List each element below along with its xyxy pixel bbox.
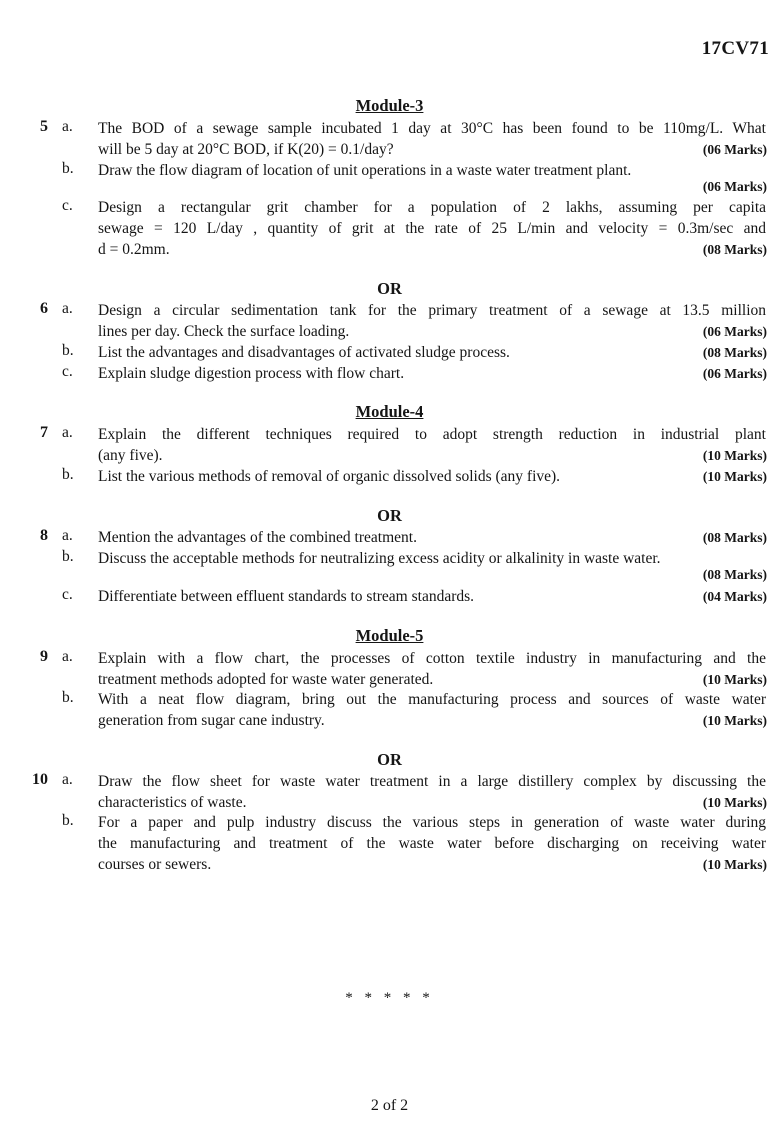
question-8a: Mention the advantages of the combined treatment. (08 Marks) [98, 529, 767, 546]
sub-label: a. [62, 300, 73, 317]
marks: (10 Marks) [702, 448, 767, 463]
marks: (08 Marks) [702, 345, 767, 360]
question-8b: Discuss the acceptable methods for neutralizing excess acidity or alkalinity in waste water. [98, 550, 661, 567]
question-number: 7 [40, 424, 48, 441]
question-number: 8 [40, 527, 48, 544]
module-3-heading: Module-3 [355, 96, 424, 115]
sub-label: b. [62, 160, 74, 177]
question-5c: Design a rectangular grit chamber for a population of 2 lakhs, assuming per capita sewage = 120 L/day , quantity of grit at the rate of 25 L/min and velocity = 0.3m/sec and d = 0.2mm. (08 Marks) [98, 199, 767, 258]
question-5a: The BOD of a sewage sample incubated 1 day at 30°C has been found to be 110mg/L. What will be 5 day at 20°C BOD, if K(20) = 0.1/day? (06 Marks) [98, 120, 767, 158]
page-number: 2 of 2 [370, 1097, 409, 1114]
sub-label: b. [62, 812, 74, 829]
or-divider: OR [377, 506, 402, 525]
question-10a: Draw the flow sheet for waste water treatment in a large distillery complex by discussing the characteristics of waste. (10 Marks) [98, 773, 767, 811]
sub-label: a. [62, 771, 73, 788]
sub-label: b. [62, 548, 74, 565]
question-10b: For a paper and pulp industry discuss the various steps in generation of waste water during the manufacturing and treatment of the waste water before discharging on receiving water courses or sewers. (10 Marks) [98, 814, 767, 873]
marks: (08 Marks) [702, 242, 767, 257]
marks: (08 Marks) [702, 530, 767, 545]
sub-label: a. [62, 424, 73, 441]
marks: (06 Marks) [702, 366, 767, 381]
sub-label: c. [62, 363, 73, 380]
question-5b: Draw the flow diagram of location of unit operations in a waste water treatment plant. [98, 162, 632, 179]
marks: (06 Marks) [702, 324, 767, 339]
or-divider: OR [377, 279, 402, 298]
marks: (10 Marks) [702, 795, 767, 810]
question-number: 6 [40, 300, 48, 317]
marks: (10 Marks) [702, 857, 767, 872]
module-5-heading: Module-5 [355, 626, 424, 645]
marks: (10 Marks) [702, 672, 767, 687]
paper-code: 17CV71 [701, 38, 769, 59]
sub-label: b. [62, 342, 74, 359]
sub-label: a. [62, 648, 73, 665]
marks: (06 Marks) [702, 179, 767, 194]
question-7a: Explain the different techniques required to adopt strength reduction in industrial plant (any five). (10 Marks) [98, 426, 767, 464]
question-6a: Design a circular sedimentation tank for the primary treatment of a sewage at 13.5 million lines per day. Check the surface loading. (06 Marks) [98, 302, 767, 340]
sub-label: b. [62, 689, 74, 706]
question-7b: List the various methods of removal of organic dissolved solids (any five). (10 Marks) [98, 468, 767, 485]
question-number: 5 [40, 118, 48, 135]
question-9a: Explain with a flow chart, the processes of cotton textile industry in manufacturing and the treatment methods adopted for waste water generated. (10 Marks) [98, 650, 767, 688]
end-stars: * * * * * [345, 990, 434, 1006]
question-6c: Explain sludge digestion process with flow chart. (06 Marks) [98, 365, 767, 382]
marks: (10 Marks) [702, 469, 767, 484]
module-4-heading: Module-4 [355, 402, 424, 421]
sub-label: a. [62, 118, 73, 135]
sub-label: c. [62, 586, 73, 603]
question-number: 9 [40, 648, 48, 665]
or-divider: OR [377, 750, 402, 769]
marks: (10 Marks) [702, 713, 767, 728]
question-6b: List the advantages and disadvantages of activated sludge process. (08 Marks) [98, 344, 767, 361]
marks: (08 Marks) [702, 567, 767, 582]
sub-label: c. [62, 197, 73, 214]
marks: (06 Marks) [702, 142, 767, 157]
marks: (04 Marks) [702, 589, 767, 604]
sub-label: a. [62, 527, 73, 544]
question-9b: With a neat flow diagram, bring out the manufacturing process and sources of waste water generation from sugar cane industry. (10 Marks) [98, 691, 767, 729]
question-number: 10 [32, 771, 48, 788]
sub-label: b. [62, 466, 74, 483]
question-8c: Differentiate between effluent standards to stream standards. (04 Marks) [98, 588, 767, 605]
